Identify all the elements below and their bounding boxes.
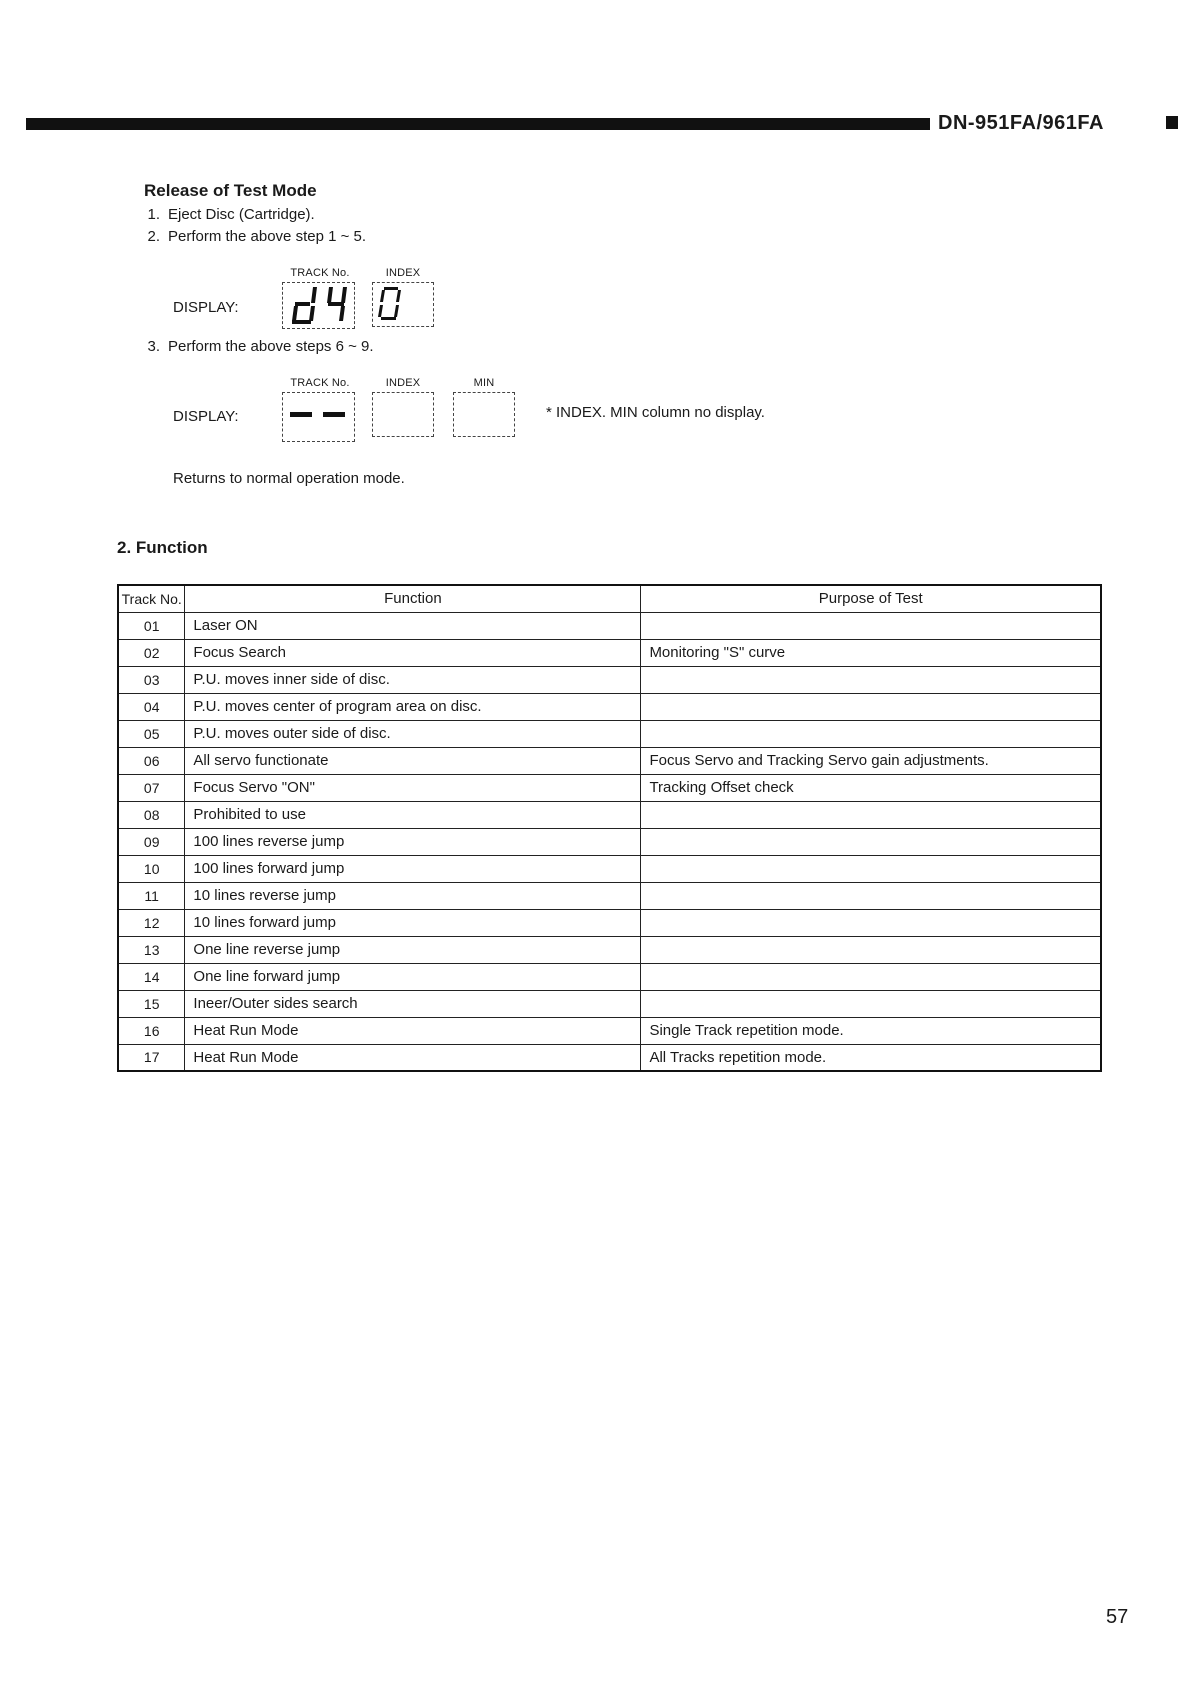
display1-caption-index: INDEX xyxy=(385,267,421,279)
lcd-digits-d4 xyxy=(283,283,353,327)
purpose-cell xyxy=(641,666,1101,693)
function-cell: P.U. moves center of program area on disc. xyxy=(185,693,641,720)
purpose-cell: Monitoring "S" curve xyxy=(641,639,1101,666)
table-row xyxy=(118,855,1101,882)
release-title: Release of Test Mode xyxy=(144,181,317,200)
purpose-cell xyxy=(641,693,1101,720)
model-title: DN-951FA/961FA xyxy=(938,112,1104,134)
purpose-cell xyxy=(641,909,1101,936)
display2-min-box xyxy=(453,392,515,437)
table-row xyxy=(118,774,1101,801)
header-function: Function xyxy=(185,585,641,612)
display1-caption-track: TRACK No. xyxy=(290,267,350,279)
page-number: 57 xyxy=(1106,1606,1129,1628)
purpose-cell xyxy=(641,612,1101,639)
purpose-cell xyxy=(641,936,1101,963)
step-2-text: Perform the above step 1 ~ 5. xyxy=(168,228,367,245)
returns-text: Returns to normal operation mode. xyxy=(173,470,405,487)
function-cell: 10 lines reverse jump xyxy=(185,882,641,909)
track-number-cell: 04 xyxy=(118,693,185,720)
step-1-number: 1. xyxy=(147,206,160,223)
lcd-digit-0 xyxy=(373,283,431,325)
table-row xyxy=(118,747,1101,774)
table-row xyxy=(118,720,1101,747)
function-cell: Focus Search xyxy=(185,639,641,666)
table-row xyxy=(118,936,1101,963)
track-number-cell: 15 xyxy=(118,990,185,1017)
purpose-cell xyxy=(641,801,1101,828)
purpose-cell: Focus Servo and Tracking Servo gain adjustments. xyxy=(641,747,1101,774)
header-rule xyxy=(26,118,930,130)
function-cell: Ineer/Outer sides search xyxy=(185,990,641,1017)
header-purpose: Purpose of Test xyxy=(641,585,1101,612)
track-number-cell: 14 xyxy=(118,963,185,990)
function-table xyxy=(117,584,1102,1072)
purpose-cell xyxy=(641,720,1101,747)
purpose-cell: Tracking Offset check xyxy=(641,774,1101,801)
track-number-cell: 08 xyxy=(118,801,185,828)
table-row xyxy=(118,693,1101,720)
function-cell: 100 lines reverse jump xyxy=(185,828,641,855)
function-cell: Heat Run Mode xyxy=(185,1017,641,1044)
display2-index-box xyxy=(372,392,434,437)
function-cell: Prohibited to use xyxy=(185,801,641,828)
display2-caption-index: INDEX xyxy=(385,377,421,389)
track-number-cell: 13 xyxy=(118,936,185,963)
track-number-cell: 11 xyxy=(118,882,185,909)
purpose-cell xyxy=(641,855,1101,882)
function-cell: 10 lines forward jump xyxy=(185,909,641,936)
table-row xyxy=(118,666,1101,693)
table-row xyxy=(118,801,1101,828)
function-table-body xyxy=(118,612,1101,1071)
purpose-cell: All Tracks repetition mode. xyxy=(641,1044,1101,1071)
track-number-cell: 05 xyxy=(118,720,185,747)
purpose-cell: Single Track repetition mode. xyxy=(641,1017,1101,1044)
track-number-cell: 01 xyxy=(118,612,185,639)
lcd-dashes xyxy=(283,393,353,440)
display1-index-box xyxy=(372,282,434,327)
function-cell: Laser ON xyxy=(185,612,641,639)
table-row xyxy=(118,612,1101,639)
table-row xyxy=(118,1044,1101,1071)
purpose-cell xyxy=(641,963,1101,990)
function-cell: One line forward jump xyxy=(185,963,641,990)
track-number-cell: 06 xyxy=(118,747,185,774)
track-number-cell: 10 xyxy=(118,855,185,882)
step-1-text: Eject Disc (Cartridge). xyxy=(168,206,315,223)
function-title: 2. Function xyxy=(117,538,208,557)
display1-label: DISPLAY: xyxy=(173,299,239,316)
track-number-cell: 12 xyxy=(118,909,185,936)
table-row xyxy=(118,963,1101,990)
display2-caption-track: TRACK No. xyxy=(290,377,350,389)
track-number-cell: 02 xyxy=(118,639,185,666)
display2-note: * INDEX. MIN column no display. xyxy=(546,404,765,421)
header-track-no: Track No. xyxy=(118,585,185,612)
step-3-text: Perform the above steps 6 ~ 9. xyxy=(168,338,374,355)
function-cell: Focus Servo "ON" xyxy=(185,774,641,801)
table-row xyxy=(118,828,1101,855)
function-cell: All servo functionate xyxy=(185,747,641,774)
purpose-cell xyxy=(641,882,1101,909)
function-cell: Heat Run Mode xyxy=(185,1044,641,1071)
track-number-cell: 07 xyxy=(118,774,185,801)
function-cell: One line reverse jump xyxy=(185,936,641,963)
track-number-cell: 17 xyxy=(118,1044,185,1071)
table-row xyxy=(118,990,1101,1017)
function-cell: P.U. moves outer side of disc. xyxy=(185,720,641,747)
table-row xyxy=(118,639,1101,666)
purpose-cell xyxy=(641,990,1101,1017)
purpose-cell xyxy=(641,828,1101,855)
display1-track-box xyxy=(282,282,355,329)
display2-track-box xyxy=(282,392,355,442)
table-row xyxy=(118,1017,1101,1044)
display2-caption-min: MIN xyxy=(473,377,495,389)
step-3-number: 3. xyxy=(147,338,160,355)
table-row xyxy=(118,882,1101,909)
track-number-cell: 03 xyxy=(118,666,185,693)
function-cell: P.U. moves inner side of disc. xyxy=(185,666,641,693)
step-2-number: 2. xyxy=(147,228,160,245)
function-cell: 100 lines forward jump xyxy=(185,855,641,882)
track-number-cell: 09 xyxy=(118,828,185,855)
header-square-mark xyxy=(1166,116,1178,129)
display2-label: DISPLAY: xyxy=(173,408,239,425)
track-number-cell: 16 xyxy=(118,1017,185,1044)
table-header-row xyxy=(118,585,1101,612)
table-row xyxy=(118,909,1101,936)
